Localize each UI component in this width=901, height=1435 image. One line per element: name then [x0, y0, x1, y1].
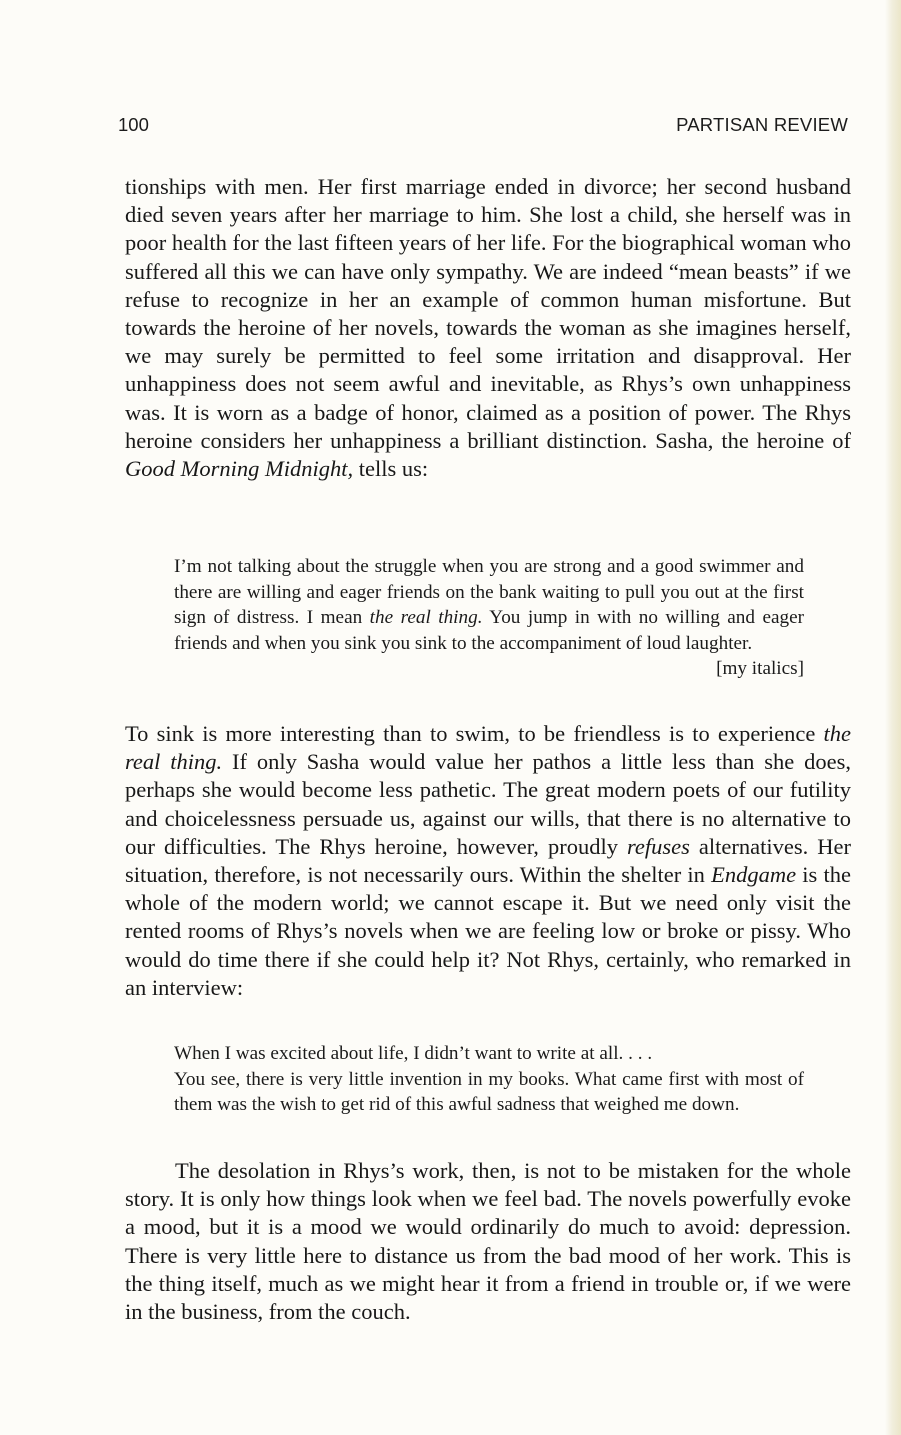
paragraph-2 — [125, 720, 851, 1002]
block-quote-2 — [174, 1041, 804, 1118]
paragraph-1-end: tells us: — [353, 456, 429, 482]
paragraph-1-text: tionships with men. Her first marriage ended in divorce; her second husband died seven years after her marriage to him. She lost a child, she herself was in poor health for the last fifteen years of her life. For the biographical woman who suffered all this we can have only sympathy. We are indeed “mean beasts” if we refuse to recognize in her an example of common human misfortune. But towards the heroine of her novels, towards the woman as she imagines herself, we may surely be permitted to feel some irritation and disapproval. Her unhappiness does not seem awful and inevitable, as Rhys’s own unhappiness was. It is worn as a badge of honor, claimed as a position of power. The Rhys heroine considers her unhappiness a brilliant distinction. Sasha, the heroine of — [125, 174, 851, 453]
book-title-good-morning-midnight: Good Morning Midnight, — [125, 456, 354, 482]
block-quote-1-text: I’m not talking about the struggle when you are strong and a good swimmer and there are willing and eager friends on the bank waiting to pull you out at the first sign of distress. I mean — [174, 556, 804, 629]
paragraph-2-text-d: is the whole of the modern world; we cannot escape it. But we need only visit the rented rooms of Rhys’s novels when we are feeling low or broke or pissy. Who would do time there if she could help it? Not Rhys, certainly, who remarked in an interview: — [125, 862, 851, 1000]
block-quote-2-line-1: When I was excited about life, I didn’t want to write at all. . . . — [174, 1043, 653, 1064]
paragraph-2-text-c: alternatives. Her situation, therefore, is not necessarily ours. Within the shelter in — [125, 833, 851, 888]
block-quote-1 — [174, 554, 804, 682]
running-header — [118, 112, 848, 140]
paragraph-2-italic-real-thing: the real thing. — [125, 721, 851, 775]
journal-title: PARTISAN REVIEW — [676, 114, 848, 135]
paragraph-2-italic-endgame: Endgame — [711, 862, 797, 888]
block-quote-1-attribution: [my italics] — [716, 658, 804, 680]
block-quote-2-text: You see, there is very little invention in my books. What came first with most of them was the wish to get rid of this awful sadness that weighed me down. — [174, 1068, 804, 1116]
paragraph-2-italic-refuses: refuses — [626, 833, 690, 859]
paragraph-3: The desolation in Rhys’s work, then, is not to be mistaken for the whole story. It is only how things look when we feel bad. The novels powerfully evoke a mood, but it is a mood we would ordinarily do much to avoid: depression. There is very little here to distance us from the bad mood of her work. This is the thing itself, much as we might hear it from a friend in trouble or, if we were in the business, from the couch. — [125, 1158, 851, 1325]
paragraph-2-text-b: If only Sasha would value her pathos a little less than she does, perhaps she would become less pathetic. The great modern poets of our futility and choicelessness persuade us, against our wills, that there is no alternative to our difficulties. The Rhys heroine, however, proudly — [125, 749, 851, 859]
block-quote-1-end: You jump in with no willing and eager friends and when you sink you sink to the accompaniment of loud laughter. — [174, 607, 804, 654]
block-quote-1-italic: the real thing. — [369, 607, 483, 629]
page-number: 100 — [118, 114, 149, 135]
page-edge-shadow — [885, 0, 901, 1435]
paragraph-2-text-a: To sink is more interesting than to swim, to be friendless is to experience — [125, 721, 824, 746]
paragraph-1 — [125, 173, 851, 483]
